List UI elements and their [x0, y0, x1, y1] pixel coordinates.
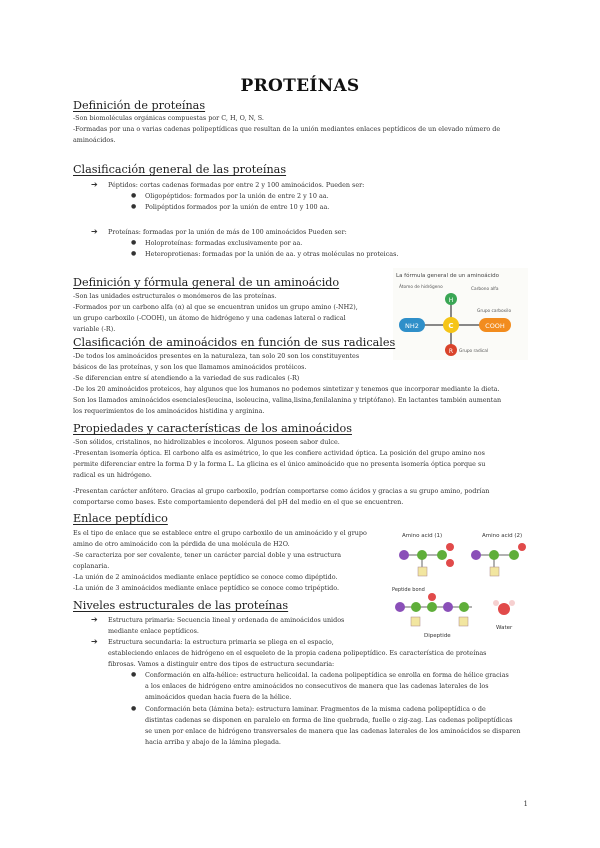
alpha-carbon-label: C: [448, 322, 454, 330]
amino-acid-2-label: Amino acid (2): [482, 533, 523, 539]
page-title: PROTEÍNAS: [240, 76, 360, 96]
carbon-atom: [411, 602, 421, 612]
oxygen-atom: [428, 593, 436, 601]
arrow-bullet-icon: ➔: [91, 227, 98, 236]
hydrogen-atom-label: H: [448, 297, 454, 304]
text-line: -Son las unidades estructurales o monómeros de las proteínas.: [73, 292, 277, 300]
list-item: estableciendo enlaces de hidrógeno en el esqueleto de la propia cadena polipeptídico. Es característica de proteínas: [108, 649, 487, 657]
text-line: Es el tipo de enlace que se establece entre el grupo carboxilo de un aminoácido y el grupo: [73, 529, 367, 537]
text-line: -Se caracteriza por ser covalente, tener un carácter parcial doble y una estructura: [73, 551, 342, 559]
text-line: -De los 20 aminoácidos proteicos, hay algunos que los humanos no podemos sintetizar y tenemos que incorporar mediante la dieta.: [73, 385, 500, 393]
water-label: Water: [496, 625, 513, 631]
arrow-bullet-icon: ➔: [91, 615, 98, 624]
list-subitem: Heteroprotienas: formadas por la unión de aa. y otras moléculas no proteicas.: [145, 250, 399, 258]
text-line: radical es un hidrógeno.: [73, 471, 152, 479]
text-line: aminoácidos.: [73, 136, 116, 144]
list-item: mediante enlace peptídicos.: [108, 627, 199, 635]
list-subitem: Conformación en alfa-hélice: estructura helicoidal. la cadena polipeptídica se enrolla en forma de hélice gracias: [145, 671, 509, 679]
radical-group-label: R: [448, 348, 454, 355]
nitrogen-atom: [471, 550, 481, 560]
nitrogen-atom: [399, 550, 409, 560]
amino-acid-1-label: Amino acid (1): [402, 533, 443, 539]
oxygen-atom: [446, 543, 454, 551]
text-line: -Son sólidos, cristalinos, no hidrolizables e incoloros. Algunos poseen sabor dulce.: [73, 438, 340, 446]
list-item: fibrosas. Vamos a distinguir entre dos tipos de estructura secundaria:: [108, 660, 335, 668]
text-line: -Formados por un carbono alfa (α) al que se encuentran unidos un grupo amino (-NH2),: [73, 303, 358, 311]
hydrogen-atom: [493, 600, 499, 606]
list-subitem: Oligopéptidos: formados por la unión de entre 2 y 10 aa.: [145, 192, 329, 200]
text-line: -Presentan carácter anfótero. Gracias al grupo carboxilo, podrían comportarse como ácidos y gracias a su grupo amino, podrían: [73, 487, 490, 495]
oxygen-atom: [446, 559, 454, 567]
hydrogen-annotation: Átomo de hidrógeno: [399, 285, 443, 290]
nitrogen-atom: [395, 602, 405, 612]
arrow-bullet-icon: ➔: [91, 180, 98, 189]
text-line: Son los llamados aminoácidos esenciales(leucina, isoleucina, valina,lisina,fenilalanina y triptófano). En lactantes también aumentan: [73, 396, 502, 404]
carbon-atom: [417, 550, 427, 560]
heading-propiedades: Propiedades y características de los aminoácidos: [73, 422, 352, 435]
list-item: Péptidos: cortas cadenas formadas por entre 2 y 100 aminoácidos. Pueden ser:: [108, 181, 365, 189]
list-subitem: Conformación beta (lámina beta): estructura laminar. Fragmentos de la misma cadena polipeptídica o de: [145, 705, 486, 713]
text-line: -La unión de 3 aminoácidos mediante enlace peptídico se conoce como tripéptido.: [73, 584, 340, 592]
list-item: Proteínas: formadas por la unión de más de 100 aminoácidos Pueden ser:: [108, 228, 347, 236]
text-line: comportarse como bases. Este comportamiento dependerá del pH del medio en el que se encuentren.: [73, 498, 404, 506]
peptide-bond-label: Peptide bond: [392, 587, 425, 593]
amino-group-label: NH2: [405, 322, 419, 330]
oxygen-atom: [498, 603, 510, 615]
nitrogen-atom: [443, 602, 453, 612]
amino-acid-formula-figure: [393, 268, 528, 360]
carbon-atom: [489, 550, 499, 560]
radical-box: [418, 567, 427, 576]
list-subitem: Holoproteínas: formadas exclusivamente por aa.: [145, 239, 303, 247]
heading-enlace-peptidico: Enlace peptídico: [73, 512, 168, 525]
carbon-atom: [427, 602, 437, 612]
carbon-atom: [509, 550, 519, 560]
text-line: variable (-R).: [73, 325, 116, 333]
alpha-annotation: Carbono alfa: [471, 287, 499, 292]
radical-box: [459, 617, 468, 626]
carbon-atom: [459, 602, 469, 612]
carboxyl-group-label: COOH: [485, 322, 505, 330]
text-line: un grupo carboxilo (-COOH), un átomo de hidrógeno y una cadenas lateral o radical: [73, 314, 346, 322]
text-line: básicos de las proteínas, y son los que llamamos aminoácidos protéicos.: [73, 363, 307, 371]
text-line: -De todos los aminoácidos presentes en la naturaleza, tan solo 20 son los constituyentes: [73, 352, 360, 360]
bullet-icon: ●: [131, 203, 137, 210]
bullet-icon: ●: [131, 250, 137, 257]
text-line: -Se diferencian entre sí atendiendo a la variedad de sus radicales (-R): [73, 374, 300, 382]
text-line: coplanaria.: [73, 562, 110, 570]
radical-box: [411, 617, 420, 626]
oxygen-atom: [518, 543, 526, 551]
text-line: -Presentan isomería óptica. El carbono alfa es asimétrico, lo que les confiere actividad óptica. La posición del grupo amino nos: [73, 449, 485, 457]
list-subitem: aminoácidos quedan hacia fuera de la hélice.: [145, 693, 292, 701]
text-line: los requerimientos de los aminoácidos histidina y arginina.: [73, 407, 265, 415]
text-line: -Formadas por una o varias cadenas polipeptídicas que resultan de la unión mediantes enlaces peptídicos de un elevado número de: [73, 125, 501, 133]
bullet-icon: ●: [131, 705, 137, 712]
heading-definicion-aminoacido: Definición y fórmula general de un aminoácido: [73, 276, 340, 289]
arrow-bullet-icon: ➔: [91, 637, 98, 646]
figure-background: [393, 268, 528, 360]
dipeptide-label: Dipeptide: [424, 633, 451, 639]
list-subitem: hacia arriba y abajo de la lámina plegada.: [145, 738, 281, 746]
heading-definicion-proteinas: Definición de proteínas: [73, 99, 206, 112]
list-subitem: Polipéptidos formados por la unión de entre 10 y 100 aa.: [145, 203, 330, 211]
list-subitem: a los enlaces de hidrógeno entre aminoácidos no consecutivos de manera que las cadenas laterales de los: [145, 682, 489, 690]
bullet-icon: ●: [131, 239, 137, 246]
carboxyl-annotation: Grupo carboxilo: [477, 309, 512, 314]
text-line: amino de otro aminoácido con la pérdida de una molécula de H2O.: [73, 540, 290, 548]
heading-niveles-estructurales: Niveles estructurales de las proteínas: [73, 599, 289, 612]
heading-clasificacion-radicales: Clasificación de aminoácidos en función de sus radicales: [73, 336, 396, 349]
text-line: permite diferenciar entre la forma D y la forma L. La glicina es el único aminoácido que no presenta isomería óptica porque su: [73, 460, 486, 468]
heading-clasificacion-general: Clasificación general de las proteínas: [73, 163, 287, 176]
text-line: -La unión de 2 aminoácidos mediante enlace peptídico se conoce como dipéptido.: [73, 573, 338, 581]
carbon-atom: [437, 550, 447, 560]
text-line: -Son biomoléculas orgánicas compuestas por C, H, O, N, S.: [73, 114, 264, 122]
figure-caption: La fórmula general de un aminoácido: [396, 273, 500, 279]
list-item: Estructura secundaria: la estructura primaria se pliega en el espacio,: [108, 638, 334, 646]
peptide-bond-figure: [390, 527, 530, 639]
radical-annotation: Grupo radical: [459, 349, 489, 354]
radical-box: [490, 567, 499, 576]
bullet-icon: ●: [131, 192, 137, 199]
list-item: Estructura primaria: Secuencia lineal y ordenada de aminoácidos unidos: [108, 616, 345, 624]
hydrogen-atom: [509, 600, 515, 606]
list-subitem: se unen por enlace de hidrógeno transversales de manera que las cadenas laterales de los aminoácidos se disparen: [145, 727, 521, 735]
page-number: 1: [523, 800, 528, 808]
bullet-icon: ●: [131, 671, 137, 678]
list-subitem: distintas cadenas se disponen en paralelo en forma de line quebrada, fuelle o zig-zag. Las cadenas polipeptídicas: [145, 716, 513, 724]
